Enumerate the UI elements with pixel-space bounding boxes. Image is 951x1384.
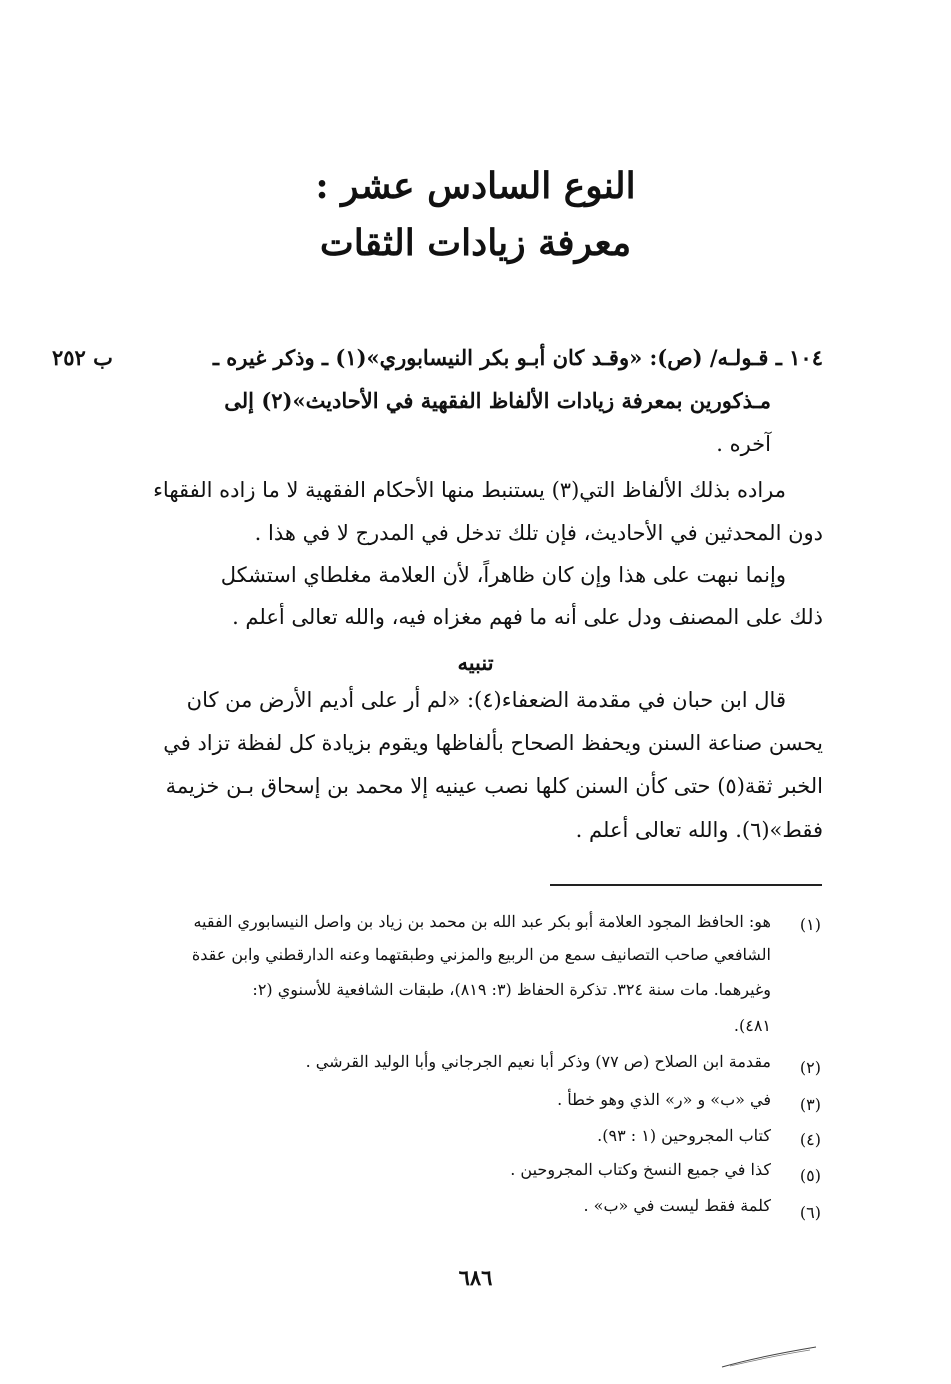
footnote-5-text: كذا في جميع النسخ وكتاب المجروحين .: [510, 1160, 771, 1179]
paragraph-3-line-1: قال ابن حبان في مقدمة الضعفاء(٤): «لم أر على أديم الأرض من كان: [186, 688, 786, 712]
section-subheading: تنبيه: [457, 650, 494, 675]
footnote-1-line-3: وغيرهما. مات سنة ٣٢٤. تذكرة الحفاظ (٣: ٨١٩)، طبقات الشافعية للأسنوي (٢:: [252, 980, 771, 999]
entry-line-3: آخره .: [716, 432, 771, 456]
page-number: ٦٨٦: [458, 1265, 493, 1290]
paragraph-2-line-2: ذلك على المصنف ودل على أنه ما فهم مغزاه فيه، والله تعالى أعلم .: [232, 605, 823, 629]
paragraph-3-line-2: يحسن صناعة السنن ويحفظ الصحاح بألفاظها ويقوم بزيادة كل لفظة تزاد في: [163, 731, 823, 755]
pen-mark: [720, 1345, 820, 1370]
chapter-title: النوع السادس عشر :: [315, 165, 636, 207]
chapter-subtitle: معرفة زيادات الثقات: [319, 222, 632, 264]
paragraph-3-line-3: الخبر ثقة(٥) حتى كأن السنن كلها نصب عينيه إلا محمد بن إسحاق بـن خزيمة: [165, 774, 823, 798]
footnote-1-line-4: ٤٨١).: [733, 1016, 771, 1035]
footnote-1-line-1: هو: الحافظ المجود العلامة أبو بكر عبد الله بن محمد بن زياد بن واصل النيسابوري الفقيه: [193, 912, 771, 931]
entry-quote: قـولـه/ (ص): «وقـد كان أبـو بكر النيسابوري»(١) ـ وذكر غيره ـ: [212, 345, 769, 370]
footnote-2-number: (٢): [799, 1058, 821, 1077]
paragraph-1-line-1: مراده بذلك الألفاظ التي(٣) يستنبط منها الأحكام الفقهية لا ما زاده الفقهاء: [153, 478, 786, 502]
paragraph-1-line-2: دون المحدثين في الأحاديث، فإن تلك تدخل في المدرج لا في هذا .: [254, 521, 823, 545]
footnote-1-line-2: الشافعي صاحب التصانيف سمع من الربيع والمزني وطبقتهما وعنه الدارقطني وابن عقدة: [191, 945, 771, 964]
footnote-5-number: (٥): [799, 1166, 821, 1185]
folio-mark: ب ٢٥٢: [52, 345, 113, 370]
footnote-2-text: مقدمة ابن الصلاح (ص ٧٧) وذكر أبا نعيم الجرجاني وأبا الوليد القرشي .: [305, 1052, 771, 1071]
paragraph-2-line-1: وإنما نبهت على هذا وإن كان ظاهراً، لأن العلامة مغلطاي استشكل: [220, 563, 786, 587]
footnote-1-number: (١): [799, 915, 821, 934]
footnote-4-text: كتاب المجروحين (١ : ٩٣).: [597, 1126, 771, 1145]
footnote-3-number: (٣): [799, 1095, 821, 1114]
footnote-6-text: كلمة فقط ليست في «ب» .: [583, 1196, 771, 1215]
paragraph-3-line-4: فقط»(٦). والله تعالى أعلم .: [575, 818, 823, 842]
footnote-separator: [550, 884, 822, 886]
entry-line-2: مـذكورين بمعرفة زيادات الألفاظ الفقهية في الأحاديث»(٢) إلى: [224, 388, 771, 413]
footnote-3-text: في «ب» و «ر» الذي وهو خطأ .: [557, 1090, 771, 1109]
footnote-4-number: (٤): [799, 1130, 821, 1149]
entry-number: ١٠٤ ـ: [775, 345, 823, 370]
entry-line-1: [213, 345, 823, 370]
footnote-6-number: (٦): [799, 1203, 821, 1222]
